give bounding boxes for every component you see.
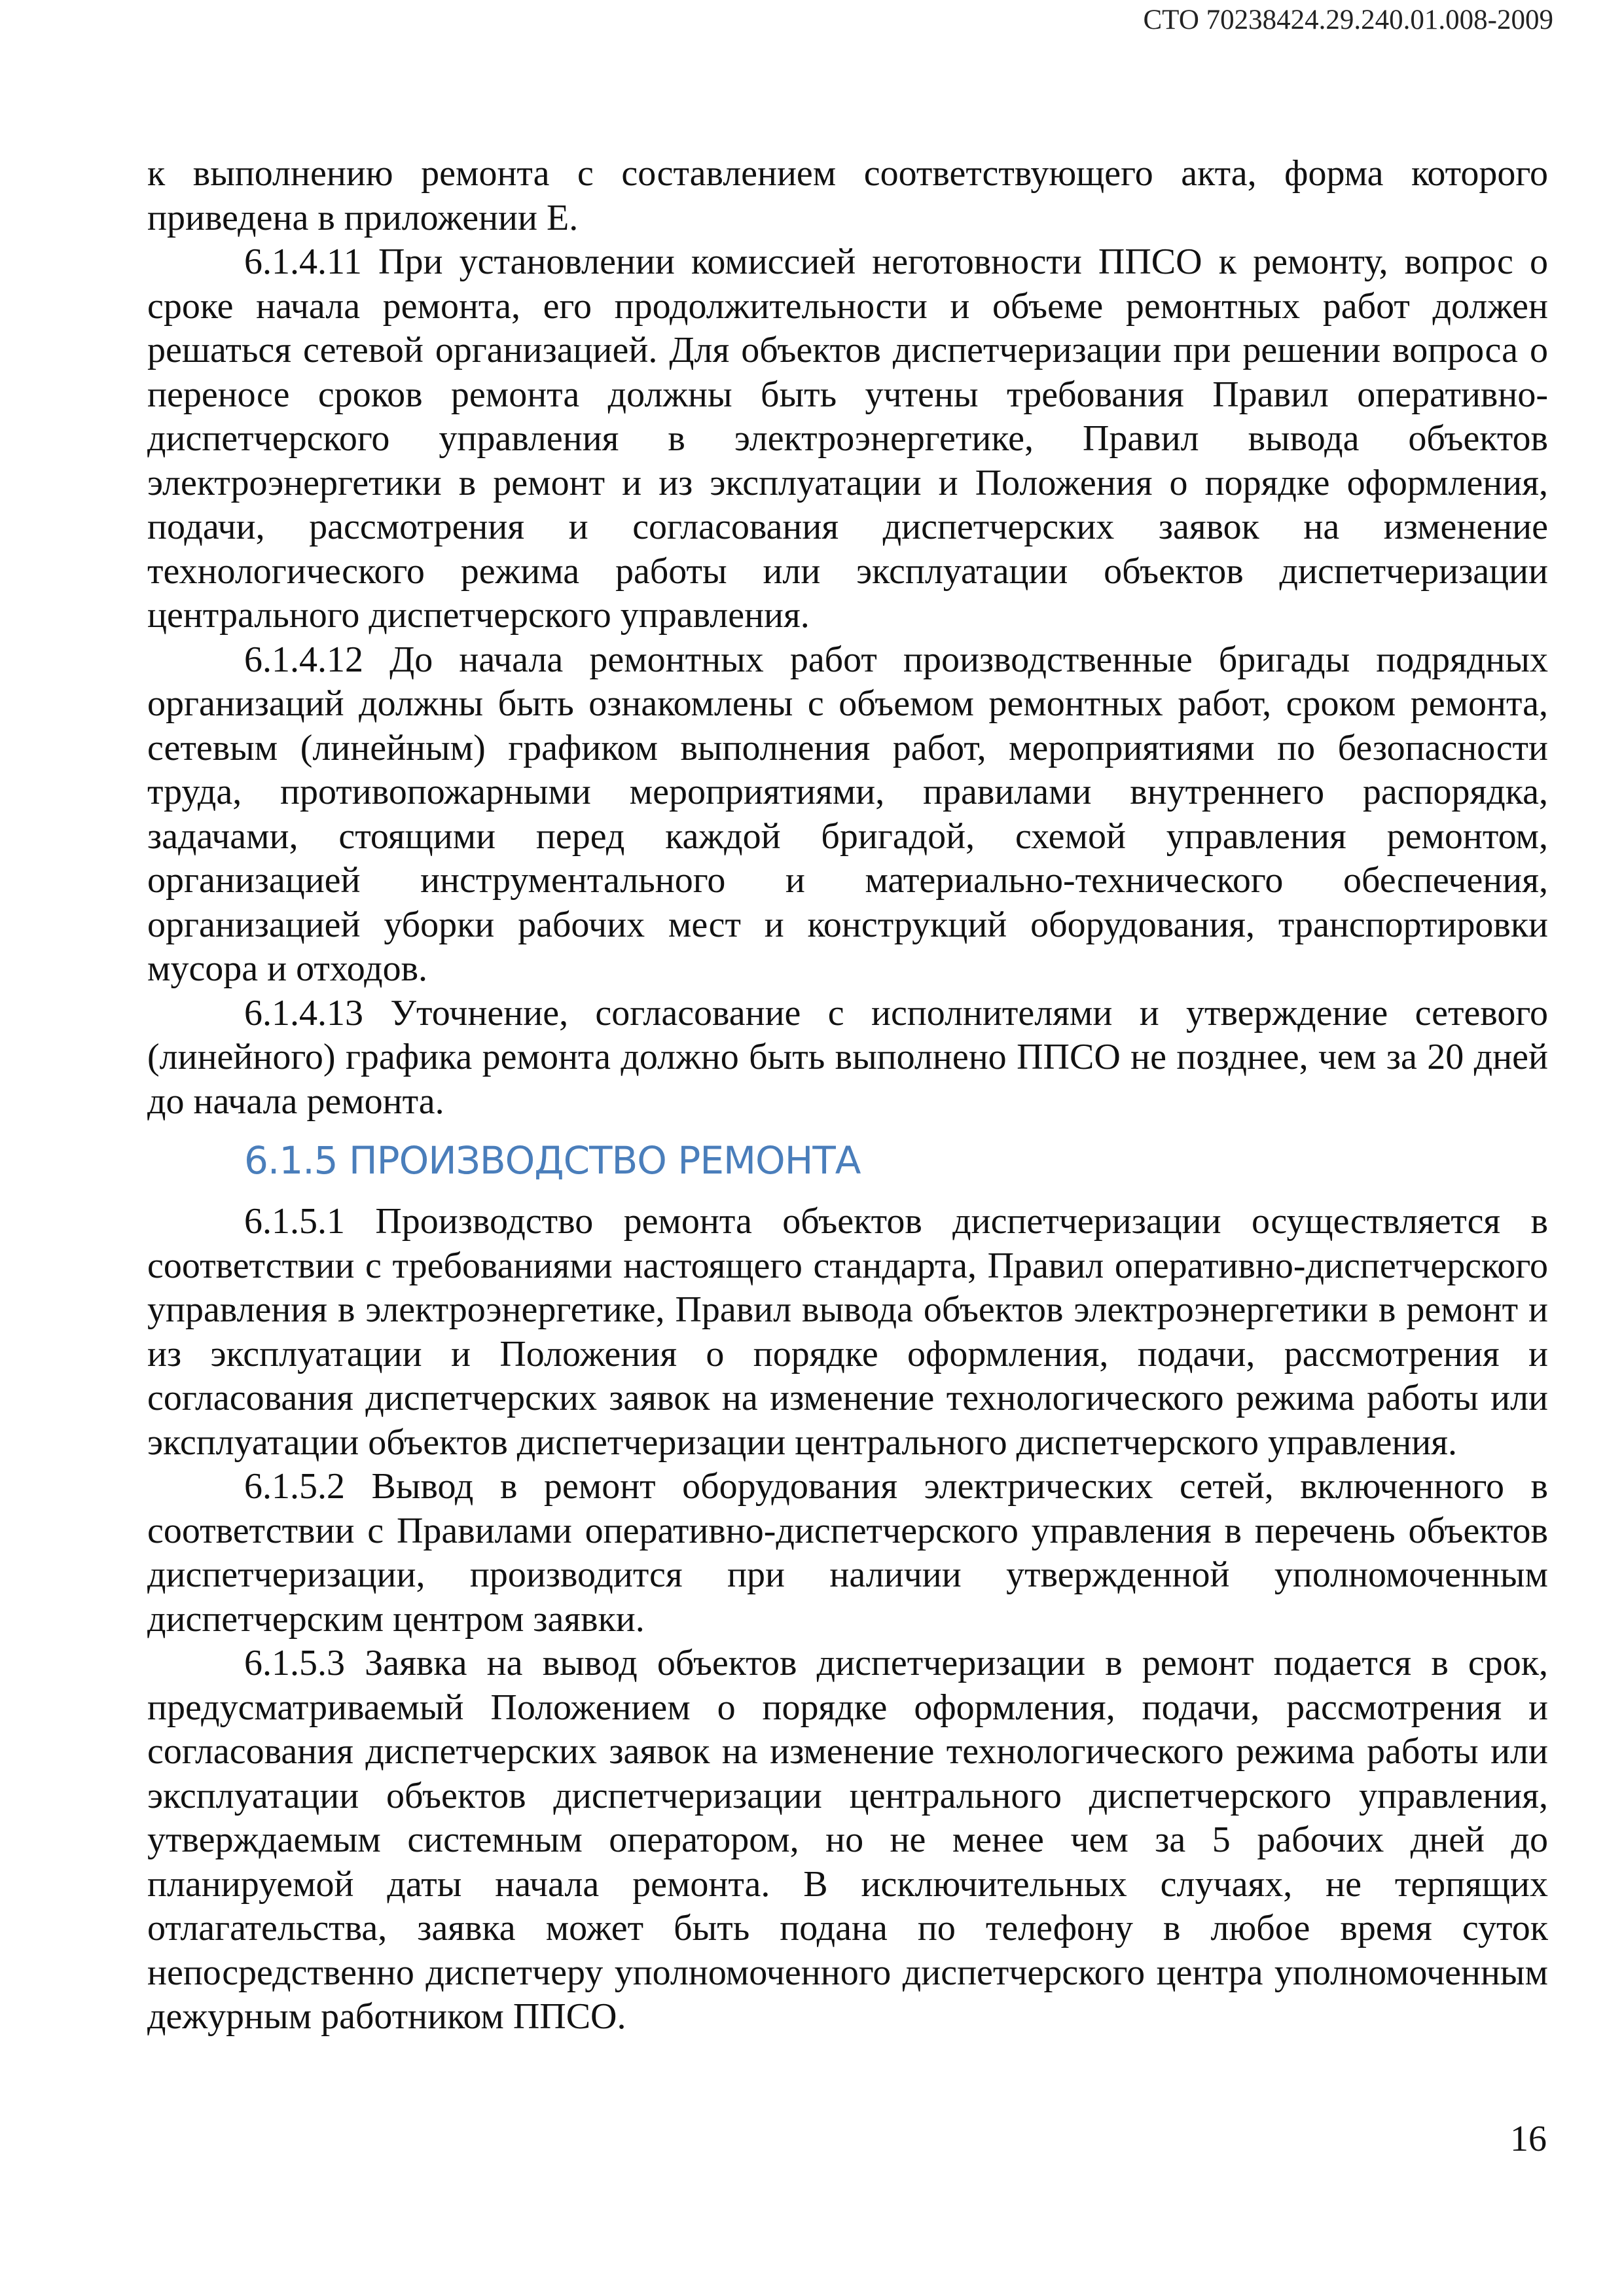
paragraph-6-1-5-2: 6.1.5.2 Вывод в ремонт оборудования электрических сетей, включенного в соответствии с Правилами оперативно-диспетчерского управления в перечень объектов диспетчеризации, производится при наличии утвержденной уполномоченным диспетчерским центром заявки. (147, 1466, 1548, 1640)
page-number: 16 (1510, 2119, 1547, 2159)
paragraph-6-1-5-1: 6.1.5.1 Производство ремонта объектов диспетчеризации осуществляется в соответствии с требованиями настоящего стандарта, Правил оперативно-диспетчерского управления в электроэнергетике, Правил вывода объектов электроэнергетики в ремонт и из эксплуатации и Положения о порядке оформления, подачи, рассмотрения и согласования диспетчерских заявок на изменение технологического режима работы или эксплуатации объектов диспетчеризации центрального диспетчерского управления. (147, 1201, 1548, 1463)
section-heading: 6.1.5 ПРОИЗВОДСТВО РЕМОНТА (244, 1138, 861, 1183)
paragraph-continuation: к выполнению ремонта с составлением соответствующего акта, форма которого приведена в приложении Е. (147, 153, 1548, 238)
paragraph-6-1-4-11: 6.1.4.11 При установлении комиссией неготовности ППСО к ремонту, вопрос о сроке начала ремонта, его продолжительности и объеме ремонтных работ должен решаться сетевой организацией. Для объектов диспетчеризации при решении вопроса о переносе сроков ремонта должны быть учтены требования Правил оперативно-диспетчерского управления в электроэнергетике, Правил вывода объектов электроэнергетики в ремонт и из эксплуатации и Положения о порядке оформления, подачи, рассмотрения и согласования диспетчерских заявок на изменение технологического режима работы или эксплуатации объектов диспетчеризации центрального диспетчерского управления. (147, 242, 1548, 636)
document-code-header: СТО 70238424.29.240.01.008-2009 (1143, 5, 1553, 35)
document-body (147, 152, 1548, 2039)
paragraph-6-1-4-12: 6.1.4.12 До начала ремонтных работ производственные бригады подрядных организаций должны быть ознакомлены с объемом ремонтных работ, сроком ремонта, сетевым (линейным) графиком выполнения работ, мероприятиями по безопасности труда, противопожарными мероприятиями, правилами внутреннего распорядка, задачами, стоящими перед каждой бригадой, схемой управления ремонтом, организацией инструментального и материально-технического обеспечения, организацией уборки рабочих мест и конструкций оборудования, транспортировки мусора и отходов. (147, 639, 1548, 989)
paragraph-6-1-5-3: 6.1.5.3 Заявка на вывод объектов диспетчеризации в ремонт подается в срок, предусматриваемый Положением о порядке оформления, подачи, рассмотрения и согласования диспетчерских заявок на изменение технологического режима работы или эксплуатации объектов диспетчеризации центрального диспетчерского управления, утверждаемым системным оператором, но не менее чем за 5 рабочих дней до планируемой даты начала ремонта. В исключительных случаях, не терпящих отлагательства, заявка может быть подана по телефону в любое время суток непосредственно диспетчеру уполномоченного диспетчерского центра уполномоченным дежурным работником ППСО. (147, 1643, 1548, 2037)
paragraph-6-1-4-13: 6.1.4.13 Уточнение, согласование с исполнителями и утверждение сетевого (линейного) графика ремонта должно быть выполнено ППСО не позднее, чем за 20 дней до начала ремонта. (147, 992, 1548, 1122)
